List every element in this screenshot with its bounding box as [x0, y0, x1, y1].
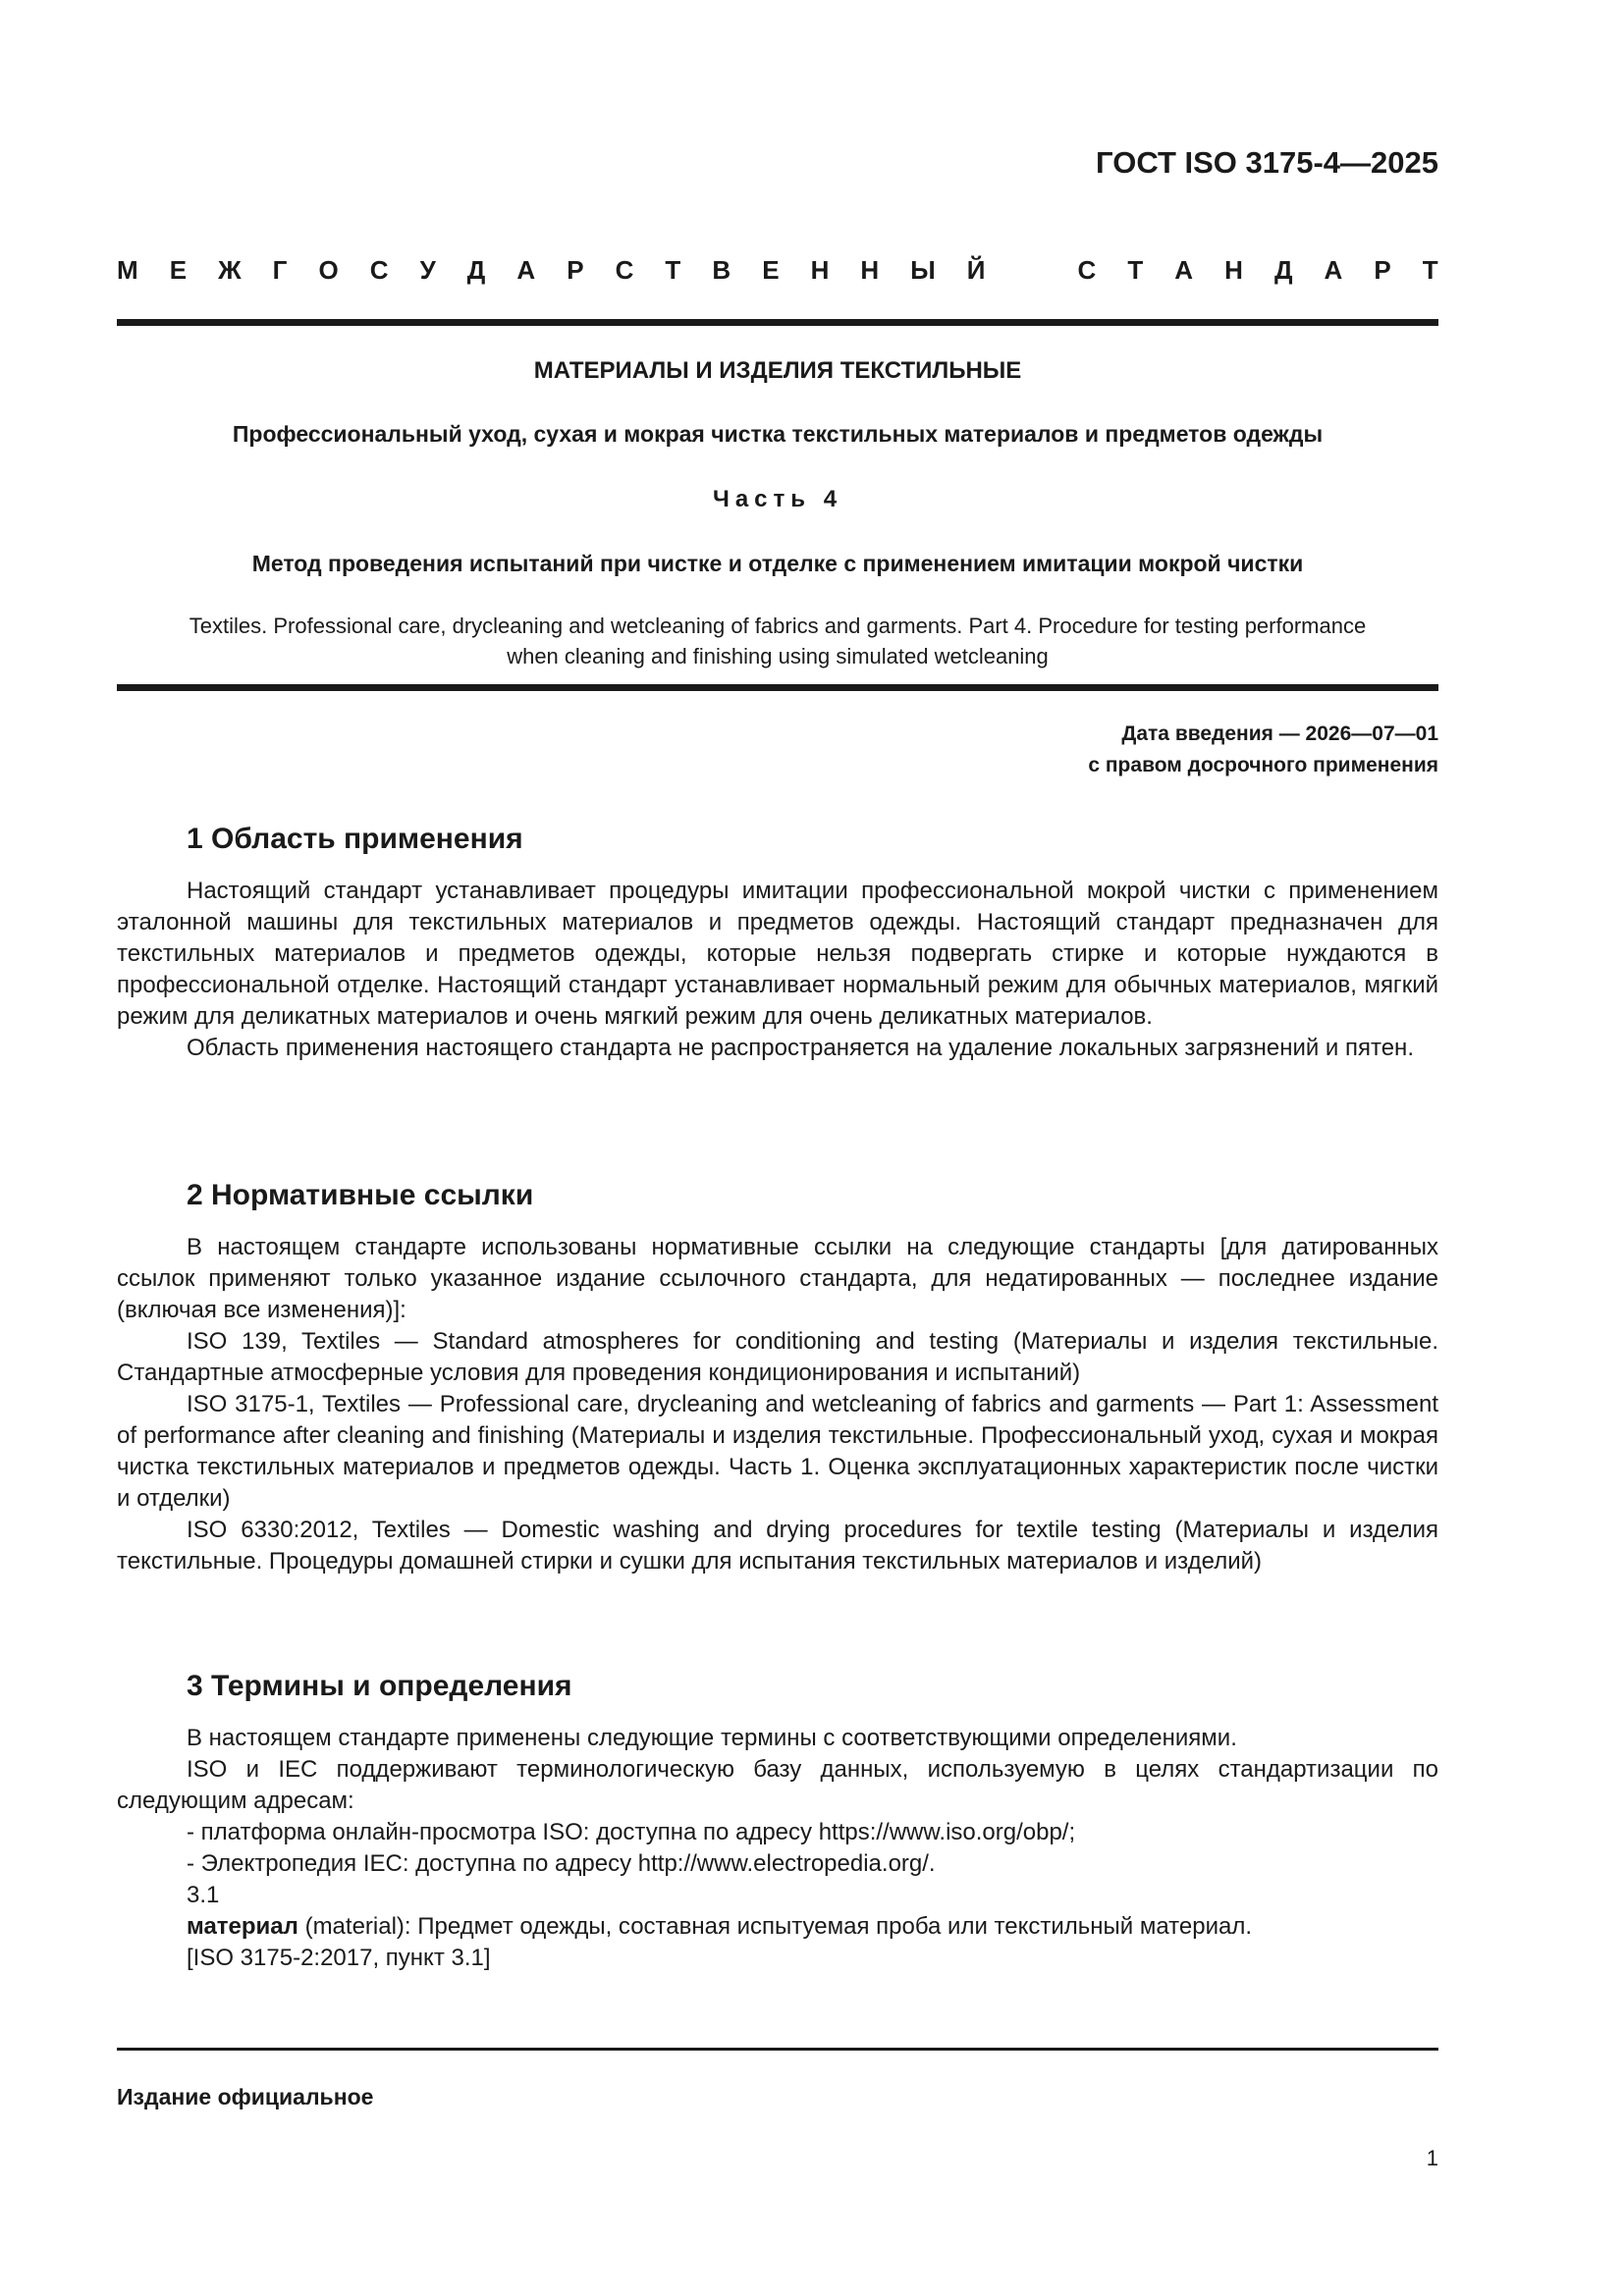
- term-definition: (material): Предмет одежды, составная испытуемая проба или текстильный материал.: [298, 1913, 1253, 1940]
- title-subtitle: Профессиональный уход, сухая и мокрая чистка текстильных материалов и предметов одежды: [232, 421, 1324, 447]
- document-code: ГОСТ ISO 3175-4—2025: [1096, 145, 1438, 180]
- header-rule-bottom: [117, 684, 1438, 691]
- term-word: материал: [187, 1913, 298, 1940]
- list-item: - Электропедия IEC: доступна по адресу http://www.electropedia.org/.: [187, 1850, 936, 1877]
- section-3-body: [117, 1723, 1438, 1974]
- term-source: [ISO 3175-2:2017, пункт 3.1]: [187, 1945, 491, 1971]
- section-1-heading: 1 Область применения: [187, 823, 523, 855]
- section-1-paragraph: Область применения настоящего стандарта не распространяется на удаление локальных загрязнений и пятен.: [187, 1035, 1414, 1061]
- section-2-paragraph: В настоящем стандарте использованы нормативные ссылки на следующие стандарты [для датированных ссылок применяют только указанное издание ссылочного стандарта, для недатированных — последнее издание (включая все изменения)]:: [117, 1234, 1438, 1323]
- normative-reference-iso-3175-1: ISO 3175-1, Textiles — Professional care, drycleaning and wetcleaning of fabrics and garments — Part 1: Assessment of performance after cleaning and finishing (Материалы и изделия текстильные. Профессиональный уход, сухая и мокрая чистка текстильных материалов и предметов одежды. Часть 1. Оценка эксплуатационных характеристик после чистки и отделки): [117, 1391, 1438, 1512]
- title-english: Textiles. Professional care, drycleaning and wetcleaning of fabrics and garments. Part 4. Procedure for testing performance when cleaning and finishing using simulated wetcleaning: [189, 614, 1367, 668]
- standard-type-heading: М Е Ж Г О С У Д А Р С Т В Е Н Н Ы Й С Т А Н Д А Р Т: [117, 255, 1438, 285]
- footer-rule: [117, 2048, 1438, 2051]
- section-3-paragraph: ISO и IEC поддерживают терминологическую базу данных, используемую в целях стандартизации по следующим адресам:: [117, 1756, 1438, 1814]
- section-2-heading: 2 Нормативные ссылки: [187, 1179, 534, 1211]
- list-item: - платформа онлайн-просмотра ISO: доступна по адресу https://www.iso.org/obp/;: [187, 1819, 1076, 1845]
- normative-reference-iso-139: ISO 139, Textiles — Standard atmospheres for conditioning and testing (Материалы и изделия текстильные. Стандартные атмосферные условия для проведения кондиционирования и испытаний): [117, 1328, 1438, 1386]
- introduction-date: Дата введения — 2026—07—01: [1121, 722, 1438, 745]
- edition-label: Издание официальное: [117, 2084, 374, 2109]
- section-3-paragraph: В настоящем стандарте применены следующие термины с соответствующими определениями.: [187, 1725, 1237, 1751]
- header-rule-top: [117, 319, 1438, 326]
- title-method: Метод проведения испытаний при чистке и отделке с применением имитации мокрой чистки: [251, 551, 1304, 576]
- section-1-body: [117, 876, 1438, 1064]
- normative-reference-iso-6330: ISO 6330:2012, Textiles — Domestic washing and drying procedures for textile testing (Материалы и изделия текстильные. Процедуры домашней стирки и сушки для испытания текстильных материалов и изделий): [117, 1517, 1438, 1575]
- section-2-body: [117, 1232, 1438, 1577]
- title-main: МАТЕРИАЛЫ И ИЗДЕЛИЯ ТЕКСТИЛЬНЫЕ: [533, 357, 1022, 384]
- title-part: Часть 4: [712, 486, 843, 512]
- early-application-note: с правом досрочного применения: [1088, 754, 1438, 776]
- section-1-paragraph: Настоящий стандарт устанавливает процедуры имитации профессиональной мокрой чистки с применением эталонной машины для текстильных материалов и предметов одежды. Настоящий стандарт предназначен для текстильных материалов и предметов одежды, которые нельзя подвергать стирке и которые нуждаются в профессиональной отделке. Настоящий стандарт устанавливает нормальный режим для обычных материалов, мягкий режим для деликатных материалов и очень мягкий режим для очень деликатных материалов.: [117, 878, 1438, 1030]
- term-number: 3.1: [187, 1882, 220, 1908]
- page-number: 1: [1426, 2146, 1438, 2170]
- section-3-heading: 3 Термины и определения: [187, 1670, 572, 1702]
- term-entry: [117, 1911, 1438, 1943]
